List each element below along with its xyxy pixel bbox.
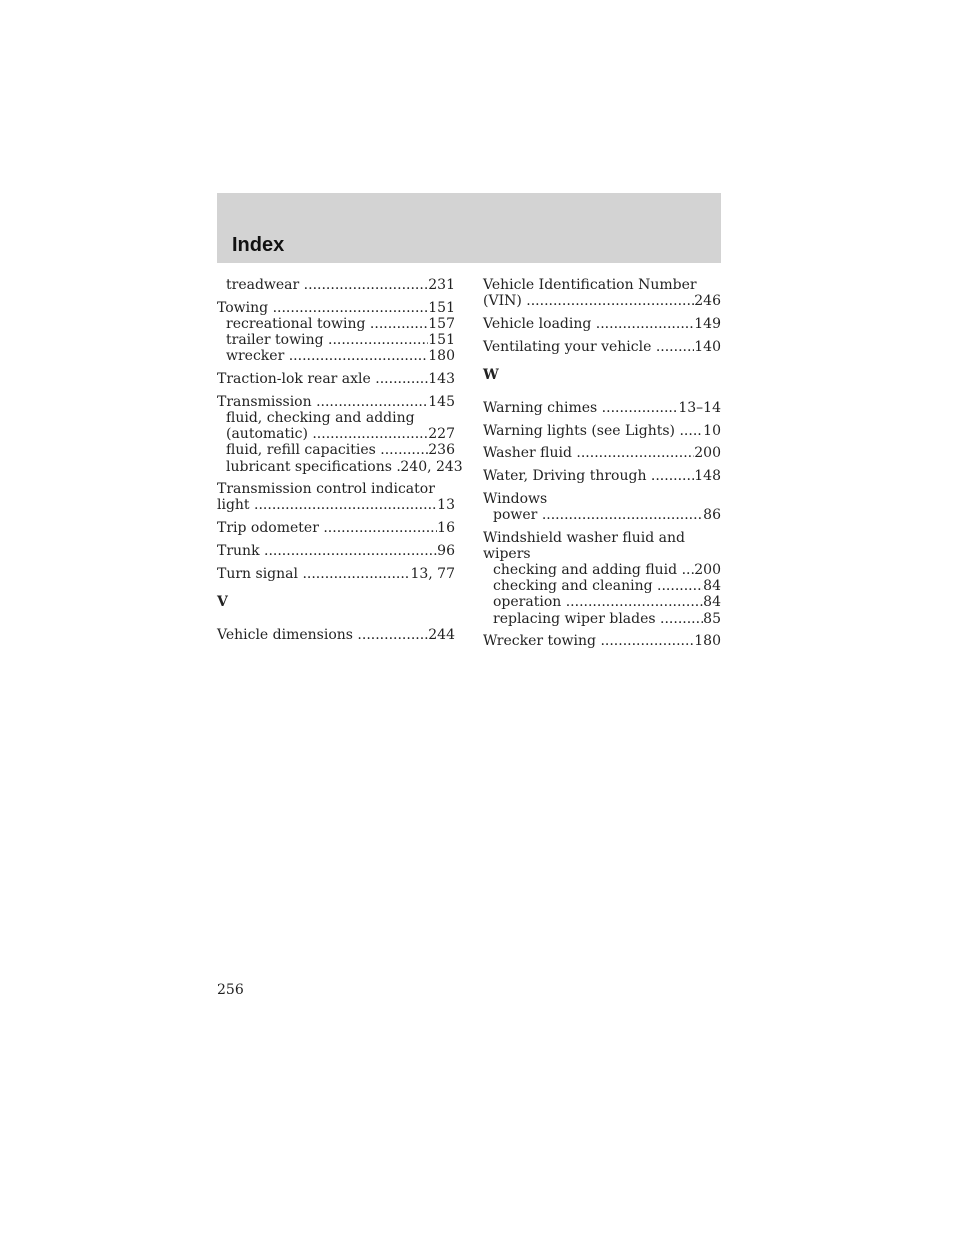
- entry-page-ref: 96: [437, 542, 455, 559]
- entry-page-ref: 13–14: [678, 399, 721, 416]
- dot-leader: [312, 426, 428, 442]
- section-letter: W: [483, 366, 499, 383]
- index-entry-line: [483, 423, 721, 439]
- index-column-right: [483, 277, 721, 656]
- index-entry: [217, 543, 455, 559]
- dot-leader: [602, 400, 679, 416]
- entry-page-ref: 85: [703, 610, 721, 627]
- index-entry: [217, 566, 455, 582]
- index-subentry-line: [217, 458, 463, 475]
- dot-leader: [679, 423, 703, 439]
- index-entry: [483, 423, 721, 439]
- entry-term: replacing wiper blades: [493, 610, 661, 627]
- entry-term: Turn signal: [217, 565, 303, 582]
- entry-page-ref: 151: [428, 299, 455, 316]
- index-entry-line: [217, 300, 455, 316]
- entry-term: Water, Driving through: [483, 467, 651, 484]
- index-entry-line: [217, 371, 455, 387]
- index-entry: [483, 530, 721, 627]
- index-subentry-line: [217, 426, 455, 442]
- index-entry: [483, 400, 721, 416]
- index-entry-line: [483, 277, 721, 293]
- entry-term: trailer towing: [226, 332, 328, 349]
- entry-page-ref: 16: [437, 520, 455, 537]
- entry-page-ref: 180: [428, 348, 455, 365]
- entry-term: Warning lights (see Lights): [483, 422, 680, 439]
- entry-term: power: [493, 506, 542, 523]
- index-entry: [217, 481, 455, 513]
- index-subentry-line: [217, 348, 455, 364]
- entry-page-ref: 236: [428, 442, 455, 459]
- index-entry: [217, 300, 455, 365]
- dot-leader: [273, 300, 429, 316]
- index-entry-line: [217, 566, 455, 582]
- entry-page-ref: 86: [703, 506, 721, 523]
- entry-term: (VIN): [483, 293, 527, 310]
- entry-term: Transmission control indicator: [217, 481, 435, 498]
- entry-page-ref: 84: [703, 594, 721, 611]
- entry-page-ref: 231: [428, 277, 455, 293]
- index-entry-line: [217, 394, 455, 410]
- entry-term: checking and adding fluid: [493, 561, 682, 578]
- entry-page-ref: 148: [694, 467, 721, 484]
- index-entry: [483, 491, 721, 523]
- entry-term: Trip odometer: [217, 520, 324, 537]
- dot-leader: [264, 543, 437, 559]
- entry-page-ref: 227: [428, 426, 455, 443]
- index-entry-line: [483, 546, 721, 562]
- entry-page-ref: 151: [428, 332, 455, 349]
- dot-leader: [651, 468, 694, 484]
- entry-term: Vehicle loading: [483, 315, 596, 332]
- entry-term: wrecker: [226, 348, 289, 365]
- entry-term: light: [217, 497, 255, 514]
- index-entry-line: [483, 316, 721, 332]
- index-entry: [483, 277, 721, 309]
- entry-term: checking and cleaning: [493, 578, 658, 595]
- dot-leader: [328, 332, 428, 348]
- entry-term: Washer fluid: [483, 445, 577, 462]
- dot-leader: [596, 316, 694, 332]
- dot-leader: [323, 520, 437, 536]
- index-entry: [483, 633, 721, 649]
- entry-term: Trunk: [217, 542, 264, 559]
- dot-leader: [357, 627, 428, 643]
- index-subentry-line: [217, 316, 455, 332]
- dot-leader: [380, 442, 428, 458]
- dot-leader: [542, 507, 703, 523]
- dot-leader: [254, 497, 437, 513]
- index-entry-line: [483, 468, 721, 484]
- page-number: 256: [217, 982, 244, 998]
- entry-page-ref: 157: [428, 315, 455, 332]
- index-entry: [217, 520, 455, 536]
- entry-term: Windows: [483, 490, 548, 507]
- index-entry-line: [483, 400, 721, 416]
- dot-leader: [316, 394, 428, 410]
- dot-leader: [600, 633, 694, 649]
- index-entry-line: [217, 520, 455, 536]
- index-subentry-line: [483, 578, 721, 594]
- dot-leader: [375, 371, 428, 387]
- entry-term: treadwear: [226, 277, 304, 293]
- entry-page-ref: 149: [694, 315, 721, 332]
- dot-leader: [526, 293, 694, 309]
- index-entry-line: [217, 543, 455, 559]
- entry-page-ref: 244: [428, 626, 455, 643]
- entry-term: Wrecker towing: [483, 633, 601, 650]
- index-entry: [217, 277, 455, 293]
- entry-term: operation: [493, 594, 566, 611]
- dot-leader: [302, 566, 410, 582]
- index-entry: [483, 339, 721, 355]
- entry-page-ref: 10: [703, 422, 721, 439]
- entry-page-ref: 13: [437, 497, 455, 514]
- entry-term: Vehicle dimensions: [217, 626, 358, 643]
- entry-term: Warning chimes: [483, 399, 602, 416]
- index-entry: [217, 627, 455, 643]
- dot-leader: [566, 594, 703, 610]
- entry-term: fluid, checking and adding: [226, 409, 415, 426]
- entry-page-ref: 200: [694, 561, 721, 578]
- entry-term: (automatic): [226, 426, 313, 443]
- index-subentry-line: [217, 410, 455, 426]
- index-subentry-line: [483, 611, 721, 627]
- entry-term: wipers: [483, 545, 531, 562]
- entry-term: fluid, refill capacities: [226, 442, 381, 459]
- entry-page-ref: 140: [694, 338, 721, 355]
- entry-term: Transmission: [217, 393, 317, 410]
- dot-leader: [682, 562, 695, 578]
- entry-page-ref: 246: [694, 293, 721, 310]
- entry-page-ref: 13, 77: [410, 565, 455, 582]
- index-entry-line: [483, 293, 721, 309]
- entry-term: Towing: [217, 299, 273, 316]
- index-subentry-line: [217, 277, 455, 293]
- index-entry: [483, 316, 721, 332]
- index-subentry-line: [483, 507, 721, 523]
- index-entry-line: [483, 339, 721, 355]
- entry-page-ref: 200: [694, 445, 721, 462]
- index-subentry-line: [483, 562, 721, 578]
- index-entry-line: [483, 530, 721, 546]
- entry-term: lubricant specifications: [226, 458, 397, 475]
- entry-page-ref: 143: [428, 371, 455, 388]
- index-entry-line: [483, 491, 721, 507]
- entry-term: Ventilating your vehicle: [483, 338, 656, 355]
- index-entry: [483, 445, 721, 461]
- entry-page-ref: 145: [428, 393, 455, 410]
- entry-page-ref: 240, 243: [400, 458, 463, 475]
- dot-leader: [657, 578, 703, 594]
- dot-leader: [289, 348, 429, 364]
- index-header-bar: [217, 193, 721, 263]
- entry-page-ref: 84: [703, 578, 721, 595]
- dot-leader: [304, 277, 429, 293]
- index-entry-line: [483, 633, 721, 649]
- index-entry: [217, 393, 463, 475]
- section-letter: V: [217, 593, 228, 610]
- index-subentry-line: [217, 442, 455, 458]
- index-entry: [217, 371, 455, 387]
- index-column-left: [217, 277, 463, 649]
- index-entry-line: [217, 627, 455, 643]
- index-entry-line: [483, 445, 721, 461]
- dot-leader: [576, 445, 694, 461]
- dot-leader: [660, 611, 703, 627]
- dot-leader: [370, 316, 428, 332]
- entry-term: Vehicle Identification Number: [483, 277, 697, 293]
- index-entry-line: [217, 481, 455, 497]
- index-entry: [483, 468, 721, 484]
- entry-term: Traction-lok rear axle: [217, 371, 376, 388]
- index-subentry-line: [483, 594, 721, 610]
- entry-term: Windshield washer fluid and: [483, 529, 685, 546]
- index-subentry-line: [217, 332, 455, 348]
- entry-term: recreational towing: [226, 315, 370, 332]
- entry-page-ref: 180: [694, 633, 721, 650]
- dot-leader: [656, 339, 694, 355]
- page-title: Index: [232, 234, 285, 256]
- index-entry-line: [217, 497, 455, 513]
